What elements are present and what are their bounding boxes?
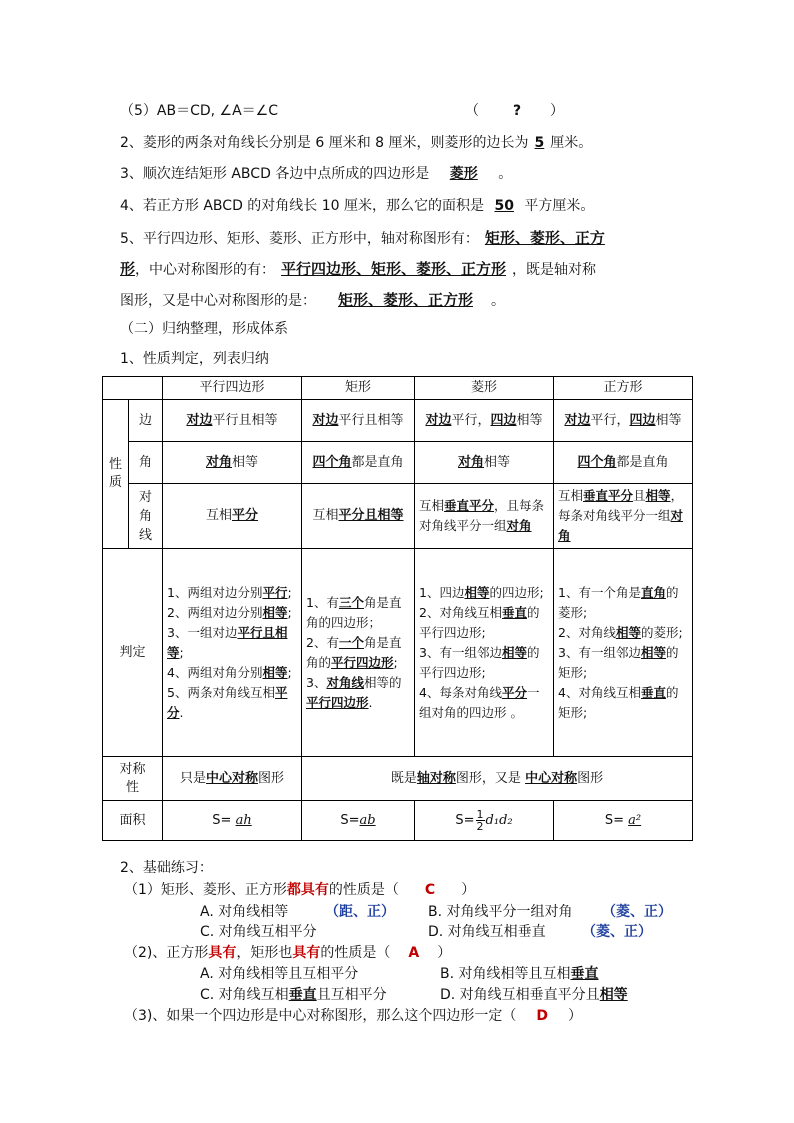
- angle-rhombus: [415, 442, 554, 484]
- emphasis-text: 三个: [338, 594, 364, 610]
- area-square: [554, 801, 693, 841]
- emphasis-text: 对边: [312, 412, 339, 428]
- emphasis-text: 垂直: [570, 966, 599, 982]
- area-s-formula: a²: [628, 812, 642, 828]
- plain-text: 2、有: [306, 634, 339, 650]
- criterion-line: [167, 623, 297, 663]
- emphasis-text: 对角: [457, 454, 484, 470]
- area-s-pre: S=: [604, 812, 625, 828]
- angle-parallelogram: [163, 442, 302, 484]
- angle-rectangle: [302, 442, 415, 484]
- row-symmetry: [103, 757, 693, 801]
- plain-text: 且互相平分: [316, 987, 387, 1003]
- item2-unit: 厘米。: [550, 135, 593, 151]
- criterion-line: [419, 683, 549, 723]
- item4-answer: 50: [494, 198, 514, 214]
- criterion-line: [167, 603, 297, 623]
- diag-parallelogram: [163, 484, 302, 549]
- summary-table: [102, 376, 693, 841]
- item5-pre3: 图形，又是中心对称图形的是：: [120, 293, 316, 309]
- header-rhombus: 菱形: [415, 377, 554, 400]
- criterion-line: [558, 623, 688, 643]
- plain-text: B. 对角线相等且互相: [440, 966, 571, 982]
- area-r-pre: S=: [340, 812, 360, 828]
- edge-square: [554, 400, 693, 442]
- emphasis-text: 垂直平分: [444, 498, 495, 513]
- emphasis-text: 平分且相等: [338, 508, 404, 523]
- ex2-close: ）: [437, 945, 452, 961]
- area-rh-pre: S=: [455, 813, 475, 828]
- plain-text: 相等: [516, 412, 543, 428]
- edge-parallelogram: [163, 400, 302, 442]
- judge-square: [554, 549, 693, 757]
- item5-mid: ，中心对称图形的有：: [135, 262, 276, 278]
- header-square: 正方形: [554, 377, 693, 400]
- plain-text: .: [368, 694, 373, 710]
- item5-line3: [120, 290, 505, 311]
- q5-text: （5）AB＝CD, ∠A＝∠C: [120, 103, 278, 119]
- emphasis-text: 平行: [262, 584, 288, 600]
- emphasis-text: 相等: [262, 664, 288, 680]
- item3-end: 。: [498, 166, 513, 182]
- emphasis-text: 垂直: [501, 604, 527, 620]
- exercise-3: [124, 1006, 582, 1026]
- property-label: [103, 400, 129, 549]
- edge-label: 边: [129, 400, 163, 442]
- area-r-formula: ab: [359, 812, 376, 828]
- plain-text: 1、有一个角是: [558, 584, 641, 600]
- corner-cell: [103, 377, 163, 400]
- criterion-line: [167, 663, 297, 683]
- item2-line: [120, 133, 592, 153]
- area-p-pre: S=: [212, 812, 232, 828]
- header-parallelogram: 平行四边形: [163, 377, 302, 400]
- emphasis-text: 平分: [167, 684, 288, 720]
- emphasis-text: 中心对称: [525, 770, 578, 786]
- emphasis-text: 对角: [558, 508, 684, 543]
- emphasis-text: 相等: [262, 604, 288, 620]
- emphasis-text: 平行四边形: [306, 694, 369, 710]
- angle-label: 角: [129, 442, 163, 484]
- exercise-2: [124, 943, 451, 963]
- item2-text: 2、菱形的两条对角线长分别是 6 厘米和 8 厘米，则菱形的边长为: [120, 135, 529, 151]
- emphasis-text: 相等: [615, 624, 641, 640]
- emphasis-text: 相等: [640, 644, 666, 660]
- row-area: [103, 801, 693, 841]
- edge-rectangle: [302, 400, 415, 442]
- row-diagonal: [103, 484, 693, 549]
- symmetry-label: [103, 757, 163, 801]
- criterion-line: [167, 583, 297, 603]
- ex2-option-a: A. 对角线相等且互相平分: [200, 966, 359, 982]
- item4-line: [120, 196, 594, 216]
- criterion-line: [306, 593, 410, 633]
- table-header-row: [103, 377, 693, 400]
- emphasis-text: 垂直: [640, 684, 666, 700]
- plain-text: ;: [287, 584, 292, 600]
- plain-text: 的矩形;: [558, 644, 679, 680]
- item5-text: 5、平行四边形、矩形、菱形、正方形中，轴对称图形有：: [120, 231, 479, 247]
- ex1-emphasis: 都具有: [286, 882, 329, 898]
- emphasis-text: 平分: [232, 508, 259, 523]
- plain-text: 1、两组对边分别: [167, 584, 263, 600]
- plain-text: 2、对角线互相: [419, 604, 502, 620]
- emphasis-text: 对边: [186, 412, 213, 428]
- item5-post2: ，既是轴对称: [512, 262, 597, 278]
- item5-answer3: 矩形、菱形、正方形: [338, 291, 474, 309]
- emphasis-text: 相等: [464, 584, 490, 600]
- item3-answer: 菱形: [449, 166, 478, 182]
- plain-text: 1、四边: [419, 584, 465, 600]
- emphasis-text: 四边: [490, 412, 517, 428]
- area-label: 面积: [103, 801, 163, 841]
- symmetry-parallelogram: [163, 757, 302, 801]
- plain-text: ，每条对角线平分一组: [558, 488, 684, 523]
- judge-parallelogram: [163, 549, 302, 757]
- plain-text: ;: [287, 604, 292, 620]
- ex3-answer: D: [536, 1008, 548, 1024]
- criterion-line: [419, 583, 549, 603]
- ex1-close: ）: [461, 882, 476, 898]
- plain-text: 3、一组对边: [167, 624, 238, 640]
- area-rh-fraction: [476, 809, 485, 832]
- plain-text: 2、对角线: [558, 624, 616, 640]
- row-angle: [103, 442, 693, 484]
- plain-text: ;: [287, 664, 292, 680]
- item5-line2: [120, 259, 596, 280]
- q5-paren-open: （: [465, 103, 479, 119]
- plain-text: 互相: [558, 488, 584, 503]
- plain-text: 互相: [205, 508, 232, 523]
- item3-text: 3、顺次连结矩形 ABCD 各边中点所成的四边形是: [120, 166, 430, 182]
- item5-answer1b: 形: [120, 260, 136, 278]
- symmetry-label-text: 对称性: [119, 761, 146, 795]
- item2-answer: 5: [534, 135, 545, 151]
- plain-text: 的平行四边形;: [419, 604, 540, 640]
- criterion-line: [558, 683, 688, 723]
- row-judge: [103, 549, 693, 757]
- area-rh-formula: d₁d₂: [485, 813, 513, 828]
- emphasis-text: 中心对称: [205, 770, 258, 786]
- diag-rectangle: [302, 484, 415, 549]
- plain-text: 都是直角: [616, 454, 669, 470]
- judge-rectangle: [302, 549, 415, 757]
- plain-text: 都是直角: [351, 454, 404, 470]
- emphasis-text: 垂直平分: [583, 488, 634, 503]
- ex1-text: （1）矩形、菱形、正方形: [124, 882, 287, 898]
- ex1-option-b-note: （菱、正）: [602, 904, 672, 920]
- emphasis-text: 对角: [506, 518, 532, 533]
- ex2-option-c: [200, 985, 387, 1005]
- criterion-line: [419, 603, 549, 643]
- diagonal-label: [129, 484, 163, 549]
- plain-text: D. 对角线互相垂直平分且: [440, 987, 600, 1003]
- ex2-emphasis-2: 具有: [292, 945, 321, 961]
- ex2-option-b: [440, 964, 599, 984]
- plain-text: 图形，又是: [455, 770, 526, 786]
- judge-rhombus: [415, 549, 554, 757]
- area-rectangle: [302, 801, 415, 841]
- emphasis-text: 四边: [629, 412, 656, 428]
- sub-heading-1: 1、性质判定，列表归纳: [120, 351, 269, 367]
- plain-text: 一组对角的四边形 。: [419, 684, 540, 720]
- plain-text: 3、有一组邻边: [419, 644, 502, 660]
- item5-end: 。: [491, 293, 506, 309]
- item5-answer1a: 矩形、菱形、正方: [484, 229, 605, 247]
- property-label-text: 性质: [108, 457, 122, 490]
- plain-text: 4、每条对角线: [419, 684, 502, 700]
- emphasis-text: 轴对称: [416, 770, 456, 786]
- fraction-numerator: 1: [476, 808, 484, 821]
- exercise-1: [124, 880, 475, 900]
- plain-text: 平行且相等: [212, 412, 278, 428]
- ex2-option-d: [440, 985, 628, 1005]
- criterion-line: [306, 673, 410, 713]
- q5-mark: ?: [513, 103, 522, 119]
- plain-text: 互相: [419, 498, 445, 513]
- item5-answer2: 平行四边形、矩形、菱形、正方形: [281, 260, 507, 278]
- ex1-option-b: B. 对角线平分一组对角: [428, 904, 573, 920]
- plain-text: 图形: [577, 770, 604, 786]
- criterion-line: [419, 643, 549, 683]
- angle-square: [554, 442, 693, 484]
- plain-text: 3、: [306, 674, 327, 690]
- plain-text: 1、有: [306, 594, 339, 610]
- q5-paren-close: ）: [550, 103, 564, 119]
- plain-text: 相等: [655, 412, 682, 428]
- emphasis-text: 直角: [640, 584, 666, 600]
- plain-text: 5、两条对角线互相: [167, 684, 275, 700]
- ex2-text-mid: ，矩形也: [236, 945, 293, 961]
- emphasis-text: 平行四边形: [331, 654, 394, 670]
- emphasis-text: 对边: [425, 412, 452, 428]
- ex1-option-a-note: （距、正）: [325, 904, 395, 920]
- plain-text: 的菱形;: [558, 584, 679, 620]
- criterion-line: [558, 583, 688, 623]
- q5-line: [120, 101, 564, 121]
- edge-rhombus: [415, 400, 554, 442]
- emphasis-text: 四个角: [577, 454, 617, 470]
- plain-text: 既是: [390, 770, 417, 786]
- area-parallelogram: [163, 801, 302, 841]
- plain-text: 相等: [232, 454, 259, 470]
- emphasis-text: 对角线: [326, 674, 364, 690]
- sub-heading-2: 2、基础练习：: [120, 860, 213, 876]
- ex1-answer: C: [424, 882, 436, 898]
- plain-text: ;: [179, 644, 184, 660]
- criterion-line: [558, 643, 688, 683]
- plain-text: 互相: [312, 508, 339, 523]
- emphasis-text: 对边: [564, 412, 591, 428]
- emphasis-text: 相等: [501, 644, 527, 660]
- plain-text: 且: [633, 488, 646, 503]
- fraction-denominator: 2: [476, 820, 484, 833]
- emphasis-text: 对角: [205, 454, 232, 470]
- plain-text: ;: [393, 654, 398, 670]
- emphasis-text: 平行且相等: [167, 624, 288, 660]
- symmetry-others: [302, 757, 693, 801]
- criterion-line: [167, 683, 297, 723]
- plain-text: 角是直角的四边形；: [306, 594, 402, 630]
- plain-text: 4、两组对角分别: [167, 664, 263, 680]
- plain-text: .: [179, 704, 184, 720]
- ex1-text-post: 的性质是（: [328, 882, 399, 898]
- plain-text: 的矩形;: [558, 684, 679, 720]
- emphasis-text: 垂直: [288, 987, 317, 1003]
- plain-text: 平行且相等: [338, 412, 404, 428]
- section-heading: （二）归纳整理，形成体系: [120, 321, 288, 337]
- ex2-text-post: 的性质是（: [320, 945, 391, 961]
- emphasis-text: 相等: [599, 987, 628, 1003]
- ex3-close: ）: [568, 1008, 582, 1024]
- plain-text: 图形: [258, 770, 285, 786]
- plain-text: 平行，: [451, 412, 491, 428]
- row-edge: [103, 400, 693, 442]
- item4-text: 4、若正方形 ABCD 的对角线长 10 厘米，那么它的面积是: [120, 198, 485, 214]
- plain-text: ，且每条对角线平分一组: [419, 498, 545, 533]
- plain-text: 相等: [484, 454, 511, 470]
- plain-text: C. 对角线互相: [200, 987, 289, 1003]
- emphasis-text: 一个: [338, 634, 364, 650]
- diagonal-label-text: 对角线: [138, 489, 152, 543]
- ex2-emphasis-1: 具有: [208, 945, 237, 961]
- item3-line: [120, 164, 512, 184]
- ex1-option-a: A. 对角线相等: [200, 904, 289, 920]
- plain-text: 角是直角的: [306, 634, 402, 670]
- plain-text: 相等的: [363, 674, 402, 690]
- item5-line1: [120, 228, 605, 249]
- area-rhombus: [415, 801, 554, 841]
- item4-unit: 平方厘米。: [524, 198, 595, 214]
- header-rectangle: 矩形: [302, 377, 415, 400]
- emphasis-text: 平分: [501, 684, 527, 700]
- plain-text: 平行，: [590, 412, 630, 428]
- plain-text: 只是: [179, 770, 206, 786]
- ex1-option-d-note: （菱、正）: [582, 924, 652, 940]
- plain-text: 的平行四边形;: [419, 644, 540, 680]
- criterion-line: [306, 633, 410, 673]
- ex2-answer: A: [408, 945, 420, 961]
- diag-rhombus: [415, 484, 554, 549]
- area-p-formula: ah: [235, 812, 252, 828]
- ex3-text: （3)、如果一个四边形是中心对称图形，那么这个四边形一定（: [124, 1008, 517, 1024]
- plain-text: 2、两组对边分别: [167, 604, 263, 620]
- emphasis-text: 相等: [645, 488, 671, 503]
- plain-text: 3、有一组邻边: [558, 644, 641, 660]
- diag-square: [554, 484, 693, 549]
- ex1-option-d: D. 对角线互相垂直: [428, 924, 546, 940]
- judge-label: 判定: [103, 549, 163, 757]
- ex2-text: （2)、正方形: [124, 945, 209, 961]
- plain-text: 4、对角线互相: [558, 684, 641, 700]
- ex1-option-c: C. 对角线互相平分: [200, 924, 317, 940]
- plain-text: 的菱形;: [640, 624, 683, 640]
- emphasis-text: 四个角: [312, 454, 352, 470]
- plain-text: 的四边形;: [489, 584, 544, 600]
